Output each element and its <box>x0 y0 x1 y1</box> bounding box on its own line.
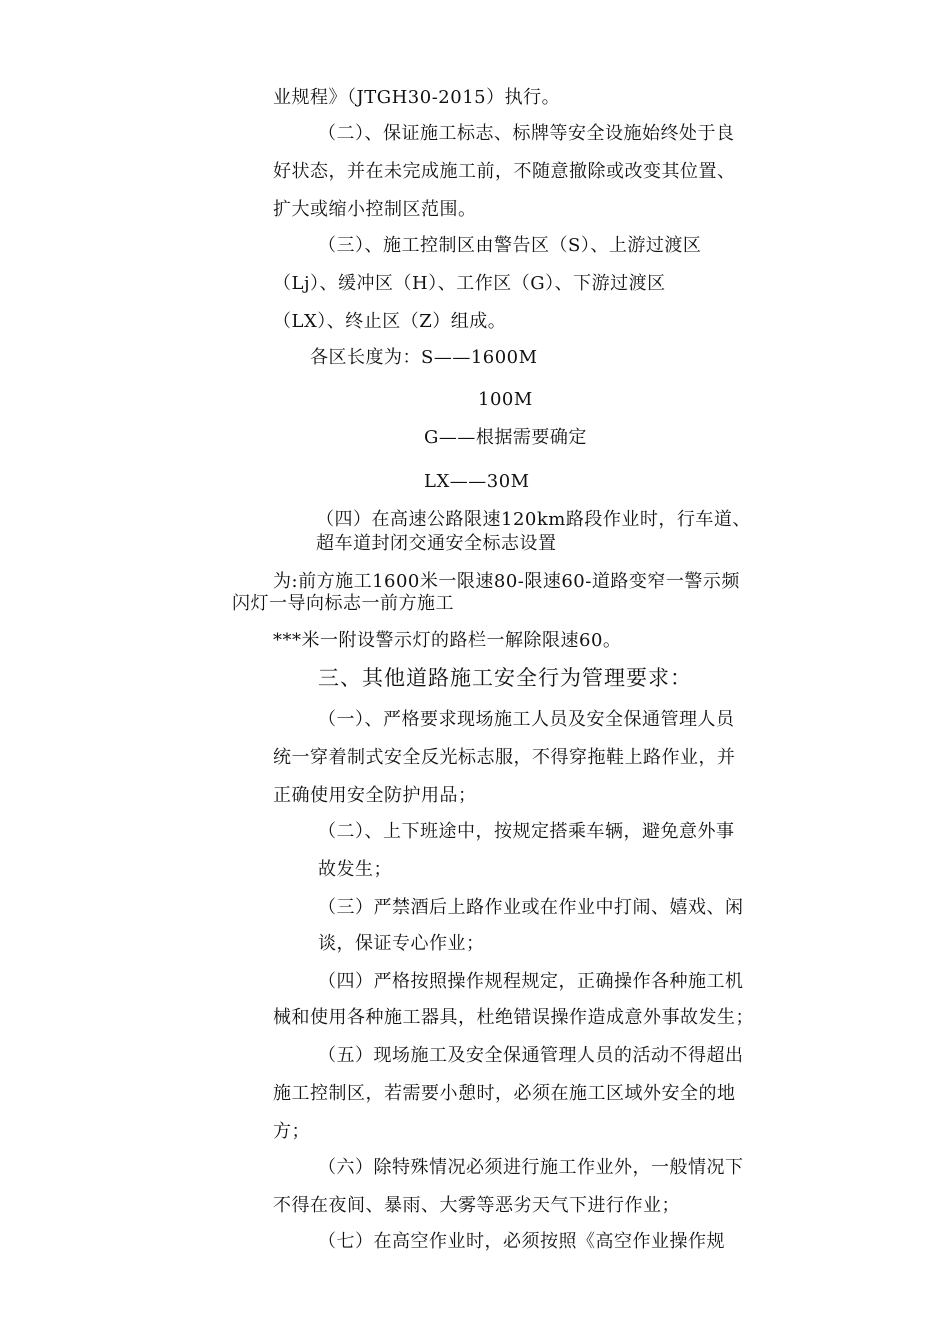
text-line: 谈，保证专心作业； <box>318 933 485 954</box>
text-line: LX——30M <box>424 471 530 492</box>
text-line: （六）除特殊情况必须进行施工作业外，一般情况下 <box>318 1157 744 1178</box>
text-line: 统一穿着制式安全反光标志服，不得穿拖鞋上路作业，并 <box>273 747 736 768</box>
text-line: 超车道封闭交通安全标志设置 <box>316 533 557 554</box>
text-line: G——根据需要确定 <box>424 427 587 448</box>
text-line: （二）、上下班途中，按规定搭乘车辆，避免意外事 <box>318 821 735 842</box>
text-line: （五）现场施工及安全保通管理人员的活动不得超出 <box>318 1045 744 1066</box>
text-line: 各区长度为：S——1600M <box>310 347 538 368</box>
text-line: （三）、施工控制区由警告区（S）、上游过渡区 <box>318 235 702 256</box>
text-line: 不得在夜间、暴雨、大雾等恶劣天气下进行作业； <box>273 1195 680 1216</box>
text-line: 施工控制区，若需要小憩时，必须在施工区域外安全的地 <box>273 1083 736 1104</box>
text-line: （一）、严格要求现场施工人员及安全保通管理人员 <box>318 709 735 730</box>
text-line: （四）在高速公路限速120km路段作业时，行车道、 <box>316 509 751 530</box>
text-line: 业规程》（JTGH30-2015）执行。 <box>273 87 561 108</box>
text-line: （七）在高空作业时，必须按照《高空作业操作规 <box>318 1231 725 1252</box>
text-line: （二）、保证施工标志、标牌等安全设施始终处于良 <box>318 123 735 144</box>
text-line: 械和使用各种施工器具，杜绝错误操作造成意外事故发生； <box>273 1007 754 1028</box>
text-line: 正确使用安全防护用品； <box>273 785 477 806</box>
text-line: ***米一附设警示灯的路栏一解除限速60。 <box>273 630 622 651</box>
section-heading: 三、其他道路施工安全行为管理要求： <box>318 666 692 690</box>
text-line: （Lj）、缓冲区（H）、工作区（G）、下游过渡区 <box>273 273 666 294</box>
text-line: 故发生； <box>318 859 392 880</box>
text-line: 100M <box>478 389 533 410</box>
text-line: 闪灯一导向标志一前方施工 <box>232 593 454 614</box>
text-line: 为:前方施工1600米一限速80-限速60-道路变窄一警示频 <box>273 571 740 592</box>
text-line: 好状态，并在未完成施工前，不随意撤除或改变其位置、 <box>273 161 736 182</box>
text-line: 方； <box>273 1121 310 1142</box>
text-line: 扩大或缩小控制区范围。 <box>273 199 477 220</box>
text-line: （三）严禁酒后上路作业或在作业中打闹、嬉戏、闲 <box>318 897 744 918</box>
text-line: （四）严格按照操作规程规定，正确操作各种施工机 <box>318 971 744 992</box>
text-line: （LX）、终止区（Z）组成。 <box>273 311 507 332</box>
